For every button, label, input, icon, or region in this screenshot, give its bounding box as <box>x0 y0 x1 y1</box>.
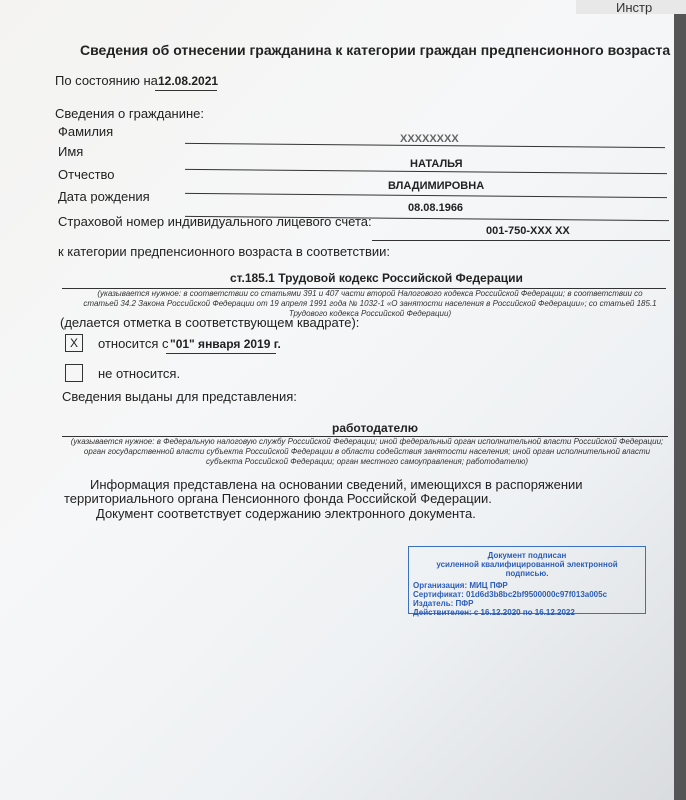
not-applies-checkbox[interactable] <box>65 364 83 382</box>
toolbar-label[interactable]: Инстр <box>576 0 686 14</box>
sig-validity: Действителен: с 16.12.2020 по 16.12.2022 <box>413 608 575 617</box>
as-of-date: 12.08.2021 <box>158 74 219 88</box>
law-note: (указывается нужное: в соответствии со статьями 391 и 407 части второй Налогового кодекса Российской Федерации; в соответствии со статьей 34.2 Закона Российской Федерации от 19 апреля 1991 года № 1032-1 «О занятости населения в Российской Федерации»; со статьей 185.1 Трудового кодекса Российской Федерации) <box>83 289 657 318</box>
snils-label: Страховой номер индивидуального лицевого счета: <box>58 214 372 229</box>
sig-issuer: Издатель: ПФР <box>413 599 474 608</box>
mark-note: (делается отметка в соответствующем квадрате): <box>60 315 360 330</box>
name-value: НАТАЛЬЯ <box>410 158 463 170</box>
patronymic-value: ВЛАДИМИРОВНА <box>388 180 485 192</box>
issued-label: Сведения выданы для представления: <box>62 389 297 404</box>
category-label: к категории предпенсионного возраста в соответствии: <box>58 244 391 259</box>
info-text: Информация представлена на основании сведений, имеющихся в распоряжении территориального органа Пенсионного фонда Российской Федерации. <box>64 477 583 506</box>
as-of-label: По состоянию на <box>55 73 158 88</box>
citizen-info-label: Сведения о гражданине: <box>55 106 205 121</box>
not-applies-label: не относится. <box>98 366 181 381</box>
surname-value: XXXXXXXX <box>400 133 459 145</box>
patronymic-label: Отчество <box>58 167 115 182</box>
snils-value: 001-750-XXX XX <box>486 225 570 237</box>
sig-header-1: Документ подписан <box>487 551 567 560</box>
birthdate-value: 08.08.1966 <box>408 202 464 214</box>
law-value: ст.185.1 Трудовой кодекс Российской Федерации <box>230 271 523 285</box>
screen-edge <box>674 14 686 800</box>
surname-label: Фамилия <box>58 124 114 139</box>
conformity-text: Документ соответствует содержанию электронного документа. <box>96 506 476 521</box>
document-title: Сведения об отнесении гражданина к категории граждан предпенсионного возраста <box>80 42 671 58</box>
applies-date: "01" января 2019 г. <box>170 337 281 351</box>
sig-certificate: Сертификат: 01d6d3b8bc2bf9500000c97f013a005c <box>413 590 608 599</box>
applies-label: относится с <box>98 336 169 351</box>
applies-checkbox[interactable]: X <box>65 334 83 352</box>
issued-note: (указывается нужное: в Федеральную налоговую службу Российской Федерации; иной федеральный орган исполнительной власти Российской Федерации; орган государственной власти субъекта Российской Федерации в области содействия занятости населения; иной орган исполнительной власти субъекта Российской Федерации; орган местного самоуправления; работодателю) <box>70 437 664 466</box>
sig-header-2: усиленной квалифицированной электронной <box>436 560 618 569</box>
issued-to-value: работодателю <box>332 421 419 435</box>
birthdate-label: Дата рождения <box>58 189 150 204</box>
sig-header-3: подписью. <box>505 569 549 578</box>
name-label: Имя <box>58 144 84 159</box>
electronic-signature-stamp <box>408 546 646 617</box>
sig-organization: Организация: МИЦ ПФР <box>413 581 508 590</box>
